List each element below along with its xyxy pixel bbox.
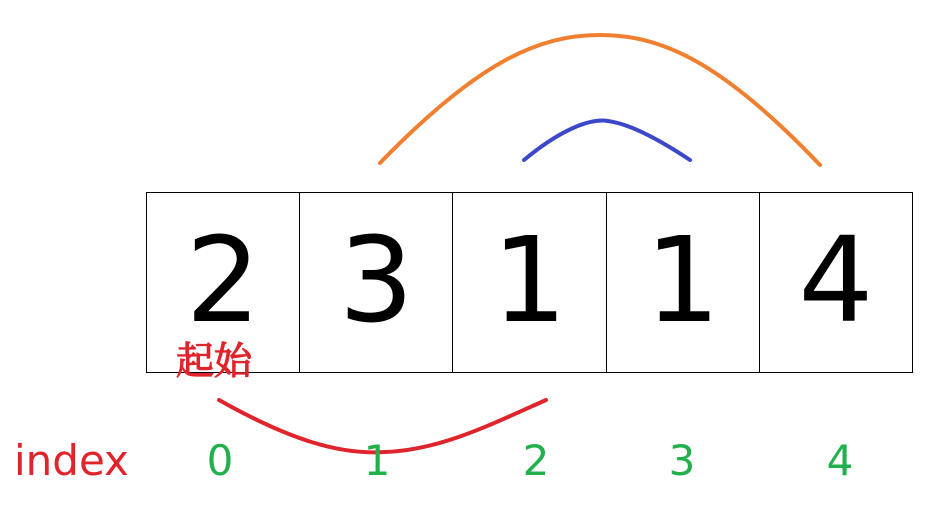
array-cell-1: 3 [300,193,453,372]
index-number-4: 4 [826,436,854,485]
array-cell-3: 1 [607,193,760,372]
outer-arc [380,35,820,165]
index-number-0: 0 [206,436,234,485]
array-boxes [146,192,913,373]
index-number-1: 1 [363,436,391,485]
inner-arc [524,121,690,160]
array-cell-4: 4 [798,210,874,349]
index-number-3: 3 [668,436,696,485]
index-number-2: 2 [522,436,550,485]
array-cell-2: 1 [453,193,606,372]
index-label: index [14,436,129,485]
start-label: 起始 [176,339,253,383]
array-cell-0: 2 [147,193,300,372]
